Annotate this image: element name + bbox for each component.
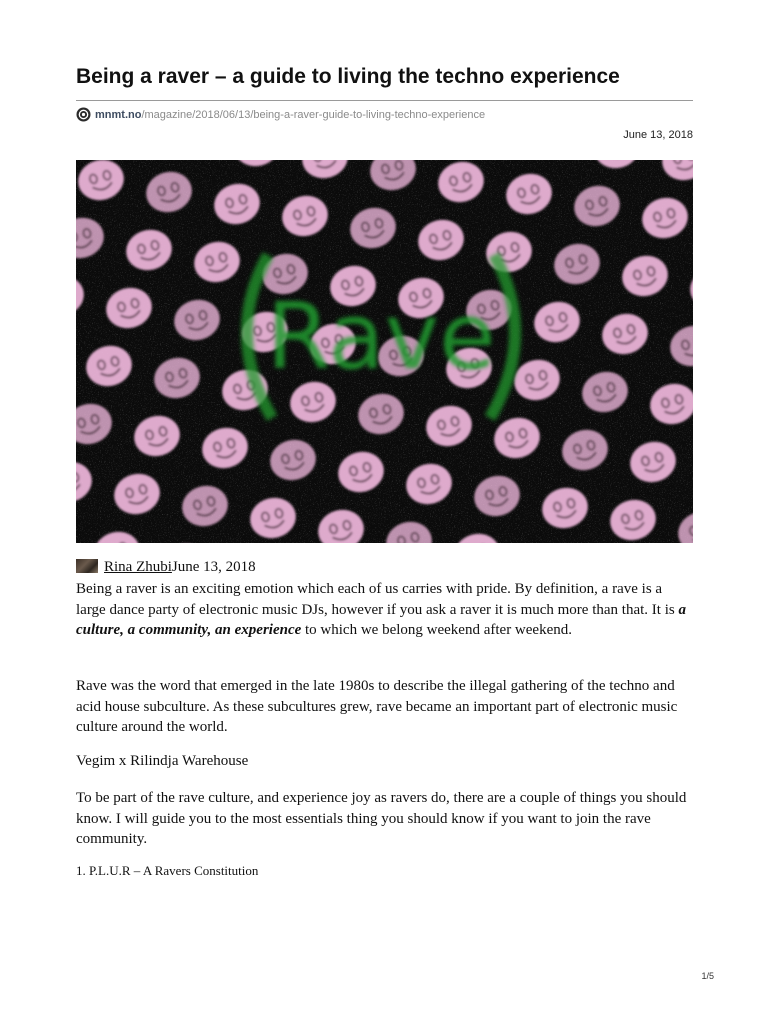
hero-image: [76, 160, 693, 543]
paragraph-history: Rave was the word that emerged in the late 1980s to describe the illegal gathering of the techno and acid house subculture. As these subcultures grew, rave became an important part of electronic music culture around the world.: [76, 678, 678, 735]
title-divider: [76, 100, 693, 101]
author-avatar: [76, 559, 98, 573]
globe-icon: [76, 107, 91, 122]
source-host[interactable]: mnmt.no: [95, 109, 142, 121]
byline: [76, 558, 256, 576]
paragraph-intro: Being a raver is an exciting emotion which each of us carries with pride. By definition, a rave is a large dance party of electronic music DJs, however if you ask a raver it is much more than that. It is a culture, a community, an experience to which we belong weekend after weekend.: [76, 581, 686, 638]
emphasis-text: a culture, a community, an experience: [76, 601, 686, 638]
list-item-plur: 1. P.L.U.R – A Ravers Constitution: [76, 863, 259, 878]
article-title: Being a raver – a guide to living the techno experience: [76, 65, 620, 88]
paragraph-caption: Vegim x Rilindja Warehouse: [76, 753, 249, 769]
publish-date: June 13, 2018: [623, 129, 693, 141]
page-number: 1/5: [701, 971, 714, 981]
source-path[interactable]: /magazine/2018/06/13/being-a-raver-guide-to-living-techno-experience: [141, 109, 486, 121]
source-url[interactable]: [76, 106, 485, 124]
rave-word-text: Rave: [266, 283, 496, 390]
author-link[interactable]: Rina Zhubi: [104, 559, 172, 575]
byline-date: June 13, 2018: [171, 559, 256, 575]
paragraph-guide: To be part of the rave culture, and experience joy as ravers do, there are a couple of things you should know. I will guide you to the most essentials thing you should know if you want to join the rave community.: [76, 790, 687, 847]
